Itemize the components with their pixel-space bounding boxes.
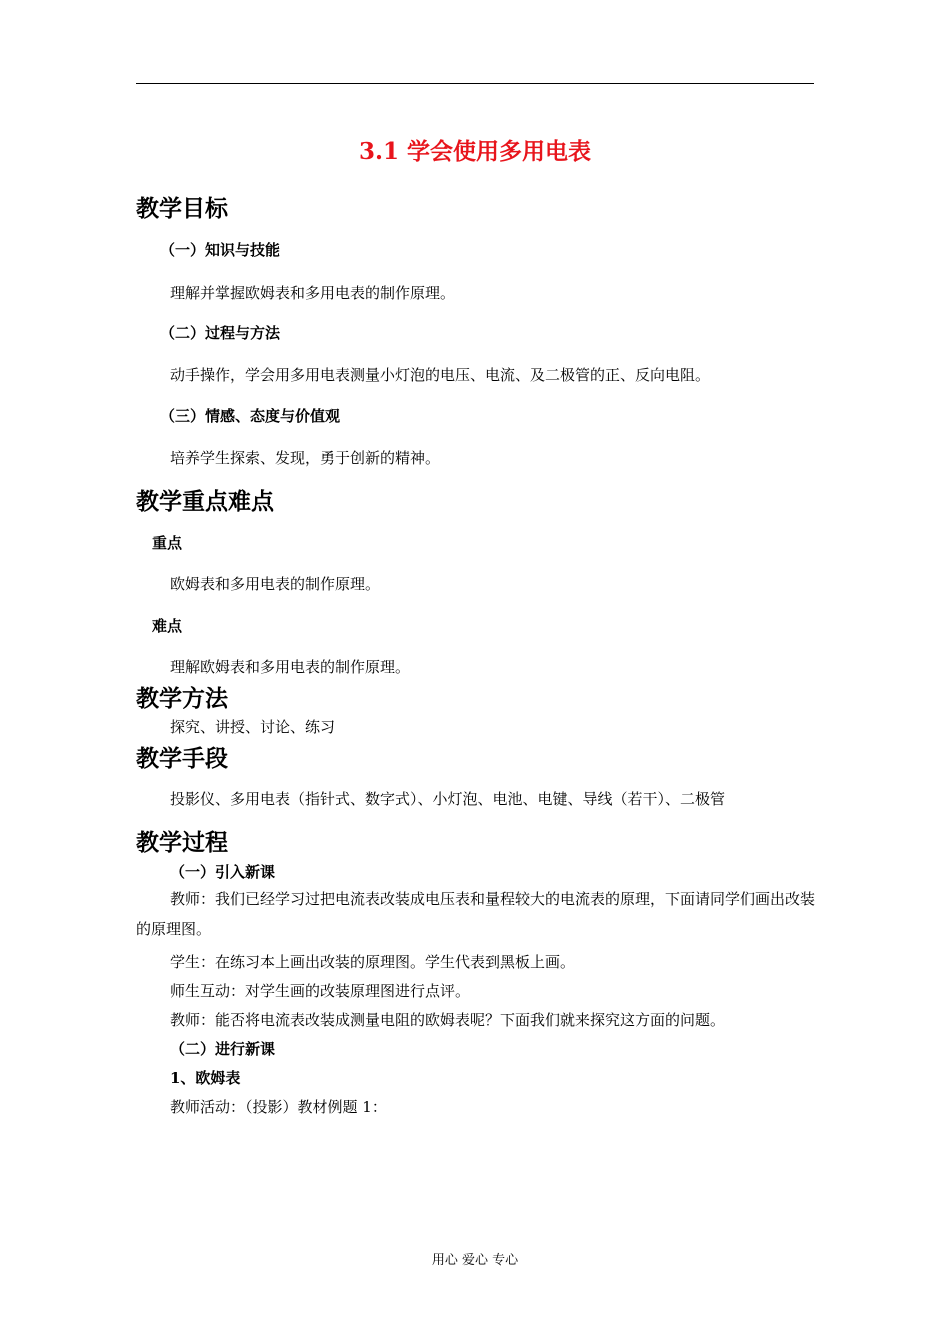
subheading-process-method: （二）过程与方法	[160, 324, 281, 342]
paragraph-teacher-activity: 教师活动：（投影）教材例题 1：	[170, 1098, 387, 1116]
subheading-key: 重点	[152, 534, 183, 552]
paragraph-process-method: 动手操作，学会用多用电表测量小灯泡的电压、电流、及二极管的正、反向电阻。	[170, 366, 711, 384]
heading-methods: 教学方法	[136, 685, 228, 712]
subheading-ohmmeter: 1、欧姆表	[170, 1069, 241, 1087]
subheading-attitude: （三）情感、态度与价值观	[160, 407, 341, 425]
page-footer: 用心 爱心 专心	[431, 1253, 519, 1268]
paragraph-knowledge: 理解并掌握欧姆表和多用电表的制作原理。	[170, 284, 456, 302]
paragraph-teacher-intro: 教师：我们已经学习过把电流表改装成电压表和量程较大的电流表的原理，下面请同学们画出改装的原理图。	[136, 890, 816, 938]
paragraph-student-draw: 学生：在练习本上画出改装的原理图。学生代表到黑板上画。	[170, 953, 576, 971]
subheading-hard: 难点	[152, 617, 183, 635]
paragraph-hard: 理解欧姆表和多用电表的制作原理。	[170, 658, 411, 676]
paragraph-teacher-question: 教师：能否将电流表改装成测量电阻的欧姆表呢？下面我们就来探究这方面的问题。	[170, 1011, 726, 1029]
paragraph-means: 投影仪、多用电表（指针式、数字式）、小灯泡、电池、电键、导线（若干）、二极管	[170, 790, 726, 808]
heading-process: 教学过程	[136, 829, 228, 856]
subheading-intro: （一）引入新课	[170, 863, 276, 881]
paragraph-key: 欧姆表和多用电表的制作原理。	[170, 575, 381, 593]
paragraph-methods: 探究、讲授、讨论、练习	[170, 718, 336, 736]
heading-keypoints: 教学重点难点	[136, 488, 274, 515]
subheading-knowledge: （一）知识与技能	[160, 241, 281, 259]
paragraph-interaction: 师生互动：对学生画的改装原理图进行点评。	[170, 982, 471, 1000]
heading-objectives: 教学目标	[136, 195, 228, 222]
subheading-new-lesson: （二）进行新课	[170, 1040, 276, 1058]
heading-means: 教学手段	[136, 745, 228, 772]
document-title: 3.1 学会使用多用电表	[358, 138, 592, 165]
header-rule	[136, 83, 814, 84]
paragraph-attitude: 培养学生探索、发现，勇于创新的精神。	[170, 449, 441, 467]
